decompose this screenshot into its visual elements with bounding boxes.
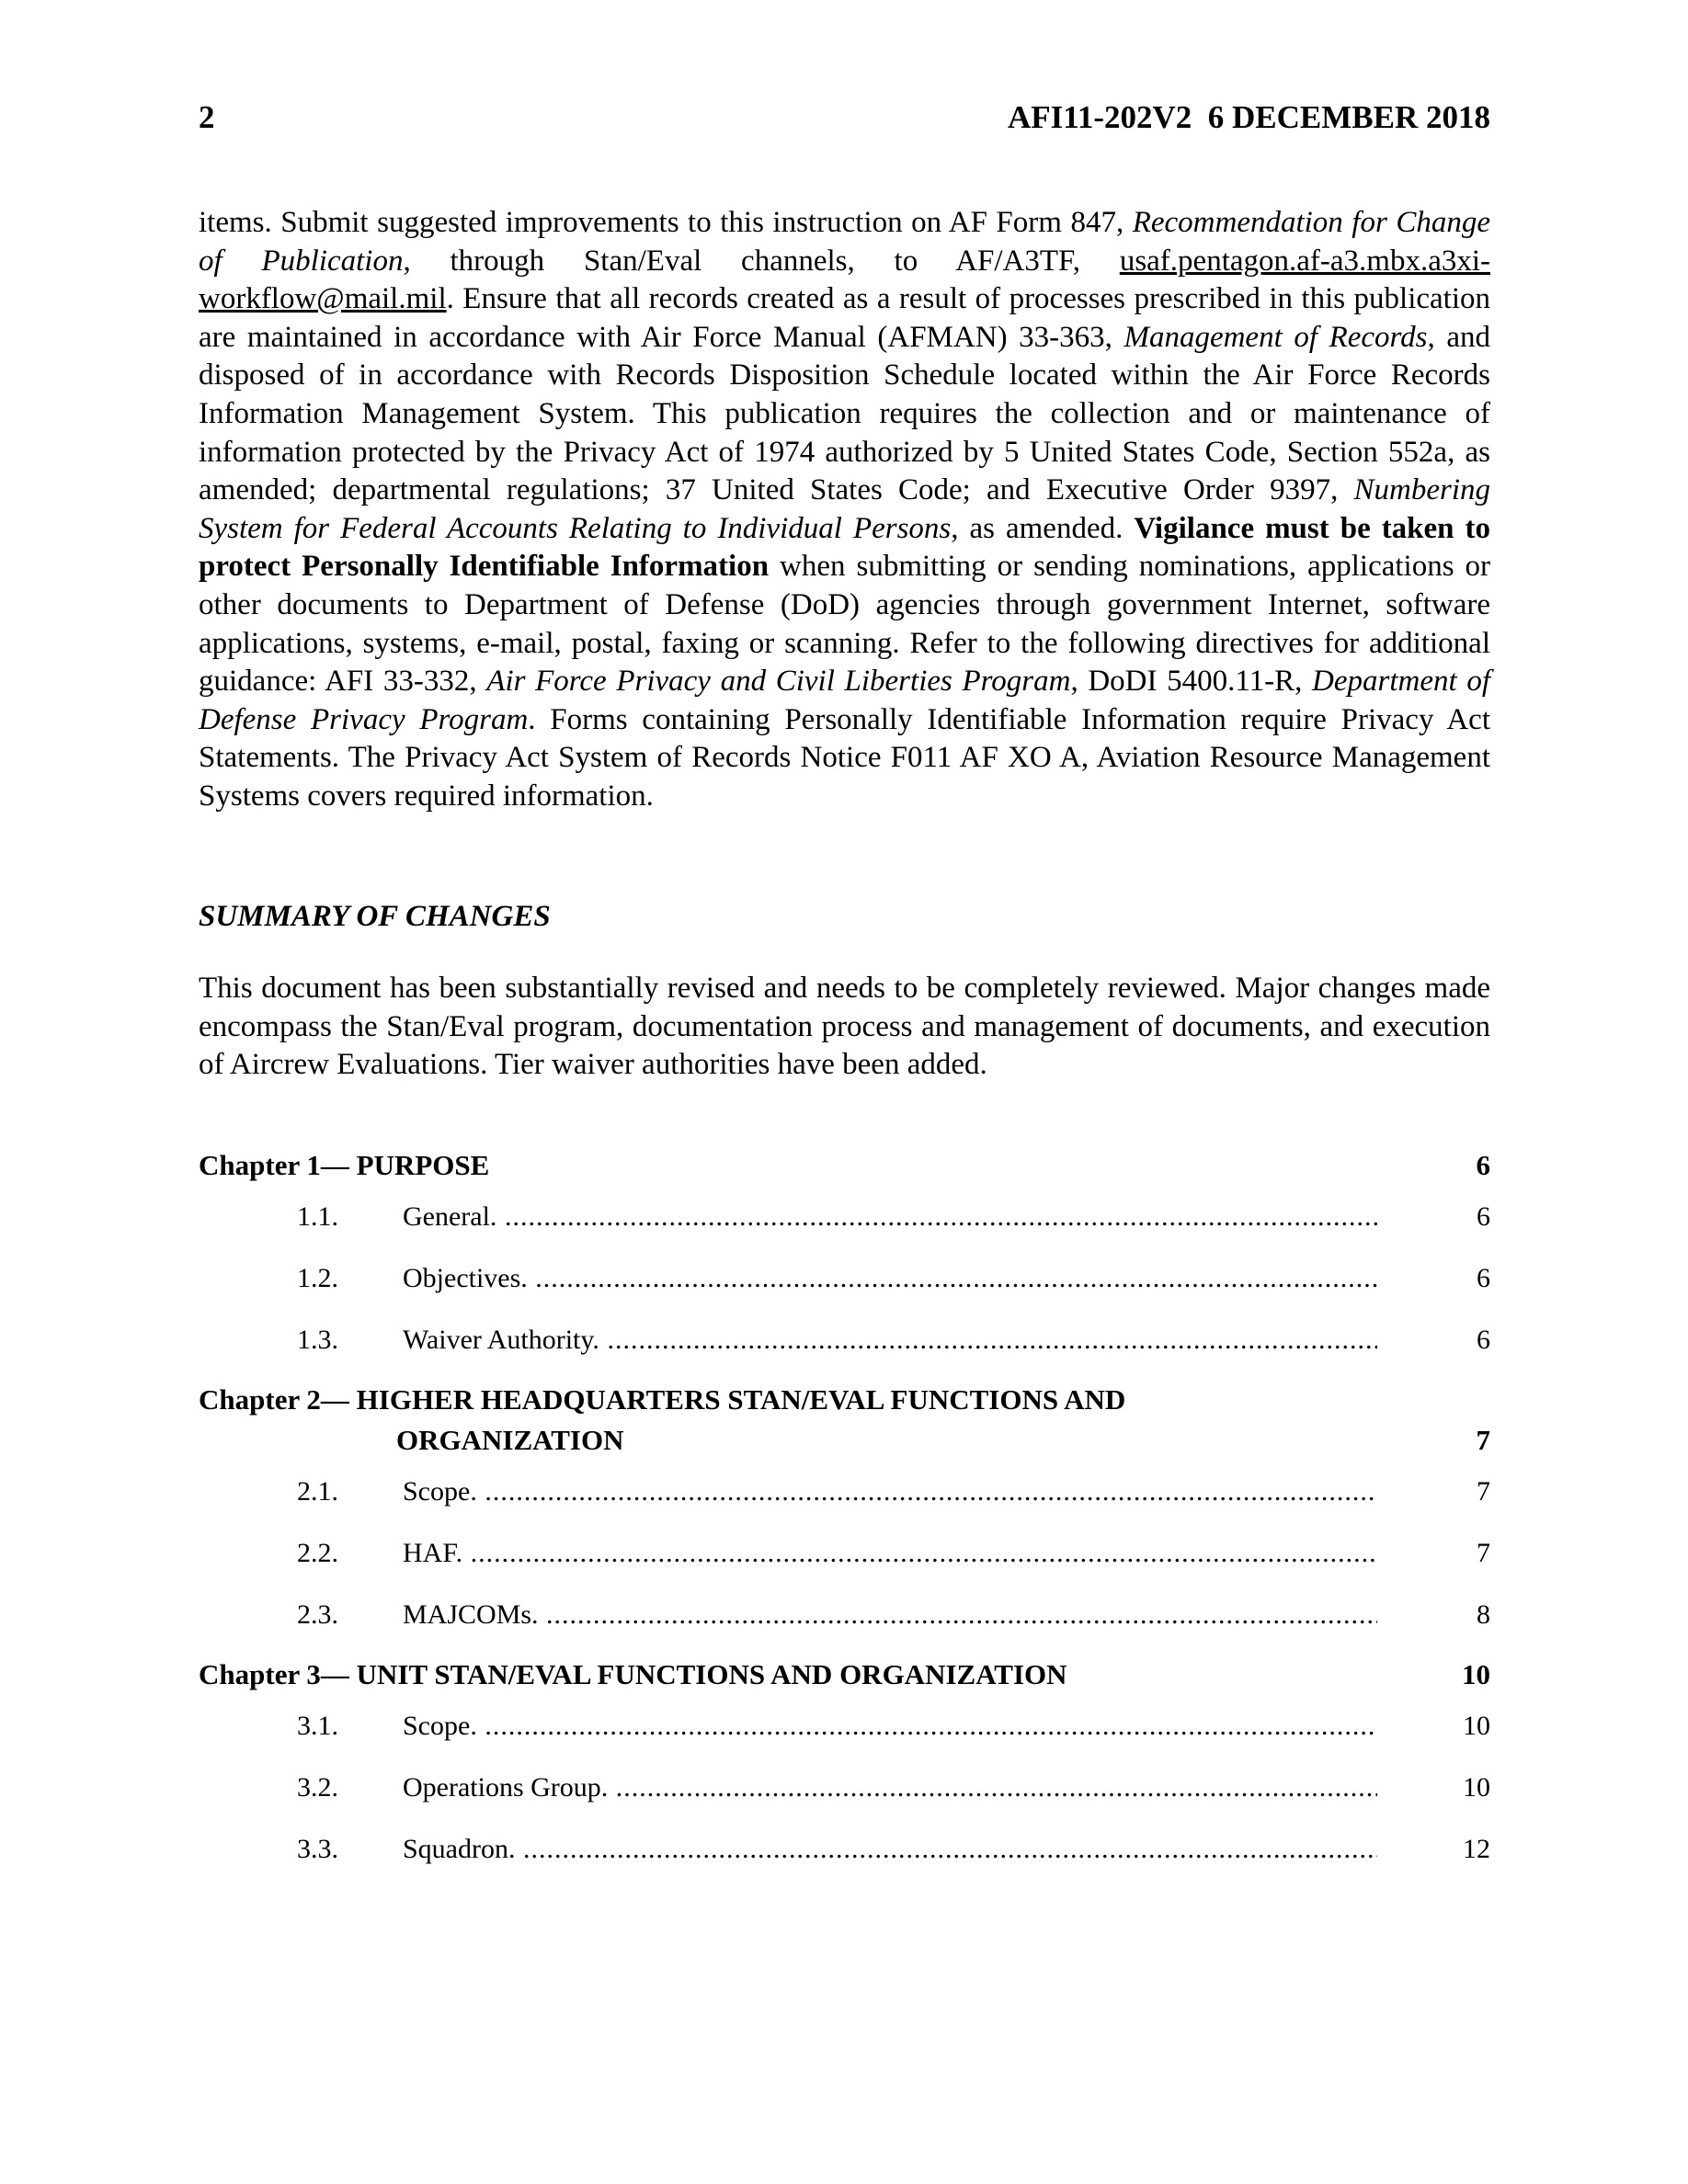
entry-label: Waiver Authority. xyxy=(403,1325,599,1355)
intro-text: items. Submit suggested improvements to this instruction on AF Form 847, xyxy=(199,206,1133,239)
entry-number: 2.3. xyxy=(297,1599,338,1630)
chapter-title: UNIT STAN/EVAL FUNCTIONS AND ORGANIZATION xyxy=(348,1658,1067,1690)
summary-heading: SUMMARY OF CHANGES xyxy=(199,900,551,933)
summary-paragraph: This document has been substantially revised and needs to be completely reviewed. Major changes made encompass the Stan/Eval program, documentation process and management of documents, and execution of Aircrew Evaluations. Tier waiver authorities have been added. xyxy=(199,972,1490,1082)
toc-entry[interactable] xyxy=(199,1757,1490,1818)
toc-entry[interactable] xyxy=(199,1818,1490,1880)
chapter-page: 7 xyxy=(1476,1424,1490,1456)
entry-number: 3.3. xyxy=(297,1834,338,1864)
eo-title: Numbering System for Federal Accounts Relating to Individual Persons xyxy=(199,473,1490,545)
toc-chapter-3[interactable] xyxy=(199,1655,1490,1695)
entry-number: 2.2. xyxy=(297,1538,338,1568)
entry-label: Operations Group. xyxy=(403,1772,609,1803)
toc-entry[interactable] xyxy=(199,1584,1490,1645)
entry-label: General. xyxy=(403,1201,497,1232)
dodi-title: Department of Defense Privacy Program xyxy=(199,665,1490,736)
chapter-title: HIGHER HEADQUARTERS STAN/EVAL FUNCTIONS AND xyxy=(348,1383,1126,1416)
chapter-prefix: Chapter 3— xyxy=(199,1658,349,1690)
chapter-page: 10 xyxy=(1462,1658,1490,1690)
page-header xyxy=(199,99,1490,140)
afi-title: Air Force Privacy and Civil Liberties Program xyxy=(486,665,1071,699)
chapter-title-continued: ORGANIZATION xyxy=(396,1424,624,1456)
entry-page: 6 xyxy=(1477,1325,1490,1355)
chapter-prefix: Chapter 1— xyxy=(199,1149,349,1181)
entry-number: 3.1. xyxy=(297,1711,338,1741)
chapter-title: PURPOSE xyxy=(348,1149,490,1181)
chapter-prefix: Chapter 2— xyxy=(199,1383,349,1416)
toc-entry[interactable] xyxy=(199,1309,1490,1371)
entry-page: 8 xyxy=(1477,1599,1490,1630)
entry-label: MAJCOMs. xyxy=(403,1599,539,1630)
document-id: AFI11-202V2 6 DECEMBER 2018 xyxy=(1007,99,1490,135)
intro-text: . Forms containing Personally Identifiable Information require Privacy Act Statements. The Privacy Act System of Records Notice F011 AF XO A, Aviation Resource Management Systems covers required information. xyxy=(199,702,1490,813)
toc-chapter-2[interactable] xyxy=(199,1380,1490,1461)
entry-page: 10 xyxy=(1463,1772,1490,1803)
intro-text: . Ensure that all records created as a result of processes prescribed in this publication are maintained in accordance with Air Force Manual (AFMAN) 33-363, xyxy=(199,282,1490,354)
chapter-page: 6 xyxy=(1476,1149,1490,1181)
page-number: 2 xyxy=(199,99,215,135)
table-of-contents xyxy=(199,1136,1490,1880)
records-title: Management of Records xyxy=(1123,320,1428,354)
intro-paragraph xyxy=(199,204,1490,816)
form-title: Recommendation for Change of Publication xyxy=(199,206,1490,278)
toc-entry[interactable] xyxy=(199,1522,1490,1584)
toc-entry[interactable] xyxy=(199,1461,1490,1522)
entry-page: 6 xyxy=(1477,1201,1490,1232)
toc-chapter-1[interactable] xyxy=(199,1145,1490,1186)
intro-text: , and disposed of in accordance with Records Disposition Schedule located within the Air Force Records Information Management System. This publication requires the collection and or maintenance of information protected by the Privacy Act of 1974 authorized by 5 United States Code, Section 552a, as amended; departmental regulations; 37 United States Code; and Executive Order 9397, xyxy=(199,320,1490,507)
entry-page: 7 xyxy=(1477,1476,1490,1507)
entry-label: Squadron. xyxy=(403,1834,516,1864)
entry-number: 2.1. xyxy=(297,1476,338,1507)
entry-page: 12 xyxy=(1463,1834,1490,1864)
intro-text: , as amended. xyxy=(951,511,1135,545)
email-link[interactable]: usaf.pentagon.af-a3.mbx.a3xi-workflow@mail.mil xyxy=(199,244,1490,316)
vigilance-notice: Vigilance must be taken to protect Personally Identifiable Information xyxy=(199,511,1491,584)
toc-entry[interactable] xyxy=(199,1186,1490,1247)
intro-text: , DoDI 5400.11-R, xyxy=(1070,665,1313,699)
entry-label: Scope. xyxy=(403,1711,477,1741)
toc-entry[interactable] xyxy=(199,1695,1490,1757)
entry-page: 6 xyxy=(1477,1263,1490,1293)
entry-label: HAF. xyxy=(403,1538,463,1568)
entry-page: 10 xyxy=(1463,1711,1490,1741)
entry-number: 1.1. xyxy=(297,1201,338,1232)
entry-number: 1.2. xyxy=(297,1263,338,1293)
entry-page: 7 xyxy=(1477,1538,1490,1568)
intro-text: when submitting or sending nominations, applications or other documents to Department of Defense (DoD) agencies through government Internet, software applications, systems, e-mail, postal, faxing or scanning. Refer to the following directives for additional guidance: AFI 33-332, xyxy=(199,550,1491,699)
intro-text: , through Stan/Eval channels, to AF/A3TF, xyxy=(403,244,1120,278)
entry-number: 1.3. xyxy=(297,1325,338,1355)
toc-entry[interactable] xyxy=(199,1247,1490,1309)
entry-label: Scope. xyxy=(403,1476,477,1507)
entry-label: Objectives. xyxy=(403,1263,528,1293)
entry-number: 3.2. xyxy=(297,1772,338,1803)
